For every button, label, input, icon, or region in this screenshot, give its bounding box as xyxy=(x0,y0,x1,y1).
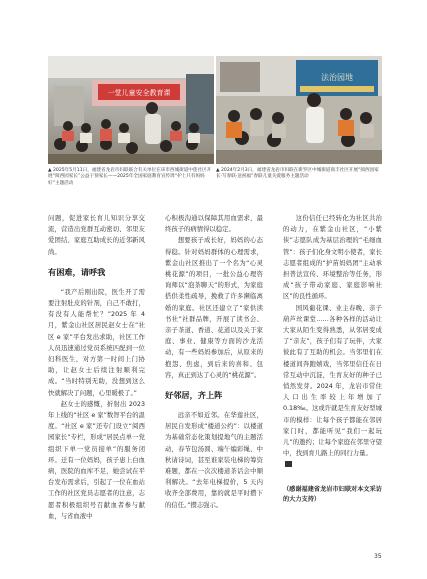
paragraph: “我产后刚出院，医生开了需要注射肚皮的针剂，自己不敢打，有没有人能帮忙？”2025 年 4 月，紫金山社区居民赵女士在“社区 e 家”平台发出求助，社区工作人员迅速通过党员系统匹配到一位妇科医生，对方第一时间上门协助，让赵女士后续注射顺利完成。“当时特别无助，没想到这么快就解决了问题，心里暖极了。” xyxy=(48,288,145,397)
paragraph: 远亲不如近邻。在华莲社区，居民自发形成“楼道公约”：以楼道为基础常态化策划提地气的主题活动，春节包汤圆、端午编彩绳、中秋请诗词，甚至谁家装电梯的筹资难题，都在一次次楼道茶话会中顺利解决。“去年电梯提价，5 天内收齐全部费用，靠的就是平时攒下的信任。”攒志强示。 xyxy=(165,412,263,509)
photo-community-activity xyxy=(216,56,382,164)
paragraph: 赵女士的感慨，折射出 2023 年上线的“社区 e 家”数智平台的温度。“社区 e 家”还专门设立“阅西园家长”专栏，形成“居民点单一党组织下单一党员接单”的服务闭环。迁有一位妈妈，孩子患上白血病，医院的血库不足，她尝试在平台发布需求后，引起了一位在血站工作的社区党员志愿者的注意，志愿者积极组织号召献血者参与献血，与省血液中 xyxy=(48,400,145,520)
page-number: 35 xyxy=(374,553,382,560)
section-heading-neighbors: 好邻居，齐上阵 xyxy=(165,390,223,401)
paragraph: 国风葡花课、业主春晚、亲子葫芦丝课堂……各种各样的活动让大家从陌生变得熟悉，从邻居变成了“亲友”，孩子们有了玩伴，大家彼此有了互助的机会。当邻里们在楼道间奔跑嬉戏，当邻里信任在日常互动中沉淀，生育友好的种子已悄然发芽。2024 年，龙岩市常住人口出生率较上年增加了 0.18‰。这或许就是生育友好型城市的模样：让每个孩子都能在邻居家门时，都能听见“我们一起玩儿”的邀约；让每个家庭在邻里守望中，找到育儿路上的同行力量。 xyxy=(283,304,382,458)
photo-caption-left: ▲ 2025年5月11日，福建省龙岩市妇联联合有关单位在该市西城街道中莲社区开展“阅西园家长”公益干预家长——2025年全国家庭教育宣传周“护上只有妈妈好”主题活动 xyxy=(48,168,212,186)
banner-text: 一堂儿童安全教育课 xyxy=(107,89,171,97)
article-column-2 xyxy=(165,213,263,511)
end-mark-line xyxy=(283,459,382,470)
section-heading-help: 有困难，请呼我 xyxy=(48,266,106,277)
end-mark-icon xyxy=(285,461,292,467)
article-column-3 xyxy=(283,213,382,505)
display-board-text: 法治园地 xyxy=(321,73,353,82)
photo-child-safety-class xyxy=(48,56,214,164)
paragraph: 这份信任已经转化为社区共治的动力，在紫金山社区，“小紫侠”志愿队成为基层治理的“毛细血管”：孩子们化身文明小使者，家长志愿者组成的“护苗妈妈团”主动承担普法宣传、环境整治等任务，形成“孩子带动家庭、家庭影响社区”的良性循环。 xyxy=(283,215,382,301)
paragraph: 想要孩子成长好，妈妈的心态得稳。针对妈妈群体的心理需求，紫金山社区推出了一个名为“心灵桃花源”的项目，一批公益心理咨询师以“泡茶聊天”的形式，为家庭搭供柔性疏导，挽救了许多濒临离婚的家庭。社区还建立了“家供读书社”社群品牌，开展了读书会、亲子茶道、香道、花道以及关于家庭、事业、健康等方面的沙龙活动，有一些妈妈参加后，从原来的抱怨、焦虑，到后来的喜和、包容，真正到达了心灵的“桃花源”。 xyxy=(165,237,263,379)
photo-caption-right: ▲ 2024年2月3日，福建省龙岩市妇联在新罗区中城街道商丰社区开展“阅西园家长·写春联·送祝福”春联儿童关爱服务主题活动 xyxy=(216,168,379,180)
acknowledgement: （感谢福建省龙岩市妇联对本文采访的大力支持） xyxy=(283,485,382,503)
article-column-1 xyxy=(48,213,145,522)
paragraph: 问题，促进家长育儿知识分享交流，营造出党群互动密切、邻里友爱团结、家庭互助成长的近邻新风尚。 xyxy=(48,215,145,256)
paragraph: 心积极沟通以保障其用血需求，最终孩子的病情得以稳定。 xyxy=(165,215,263,234)
